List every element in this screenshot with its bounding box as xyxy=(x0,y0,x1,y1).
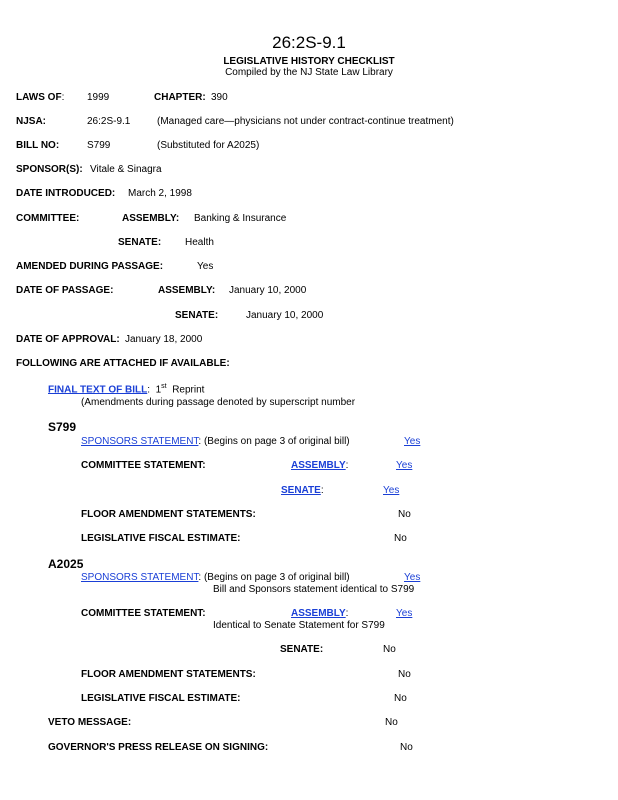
a2025-floor-label: FLOOR AMENDMENT STATEMENTS: xyxy=(81,669,256,680)
passage-senate-value: January 10, 2000 xyxy=(246,310,324,321)
bill-no-label: BILL NO: xyxy=(16,140,60,151)
njsa-label: NJSA: xyxy=(16,116,47,127)
bill-substitution-note: (Substituted for A2025) xyxy=(157,140,260,151)
final-text-row: FINAL TEXT OF BILL: 1st Reprint xyxy=(48,383,205,396)
committee-senate-label: SENATE: xyxy=(118,237,162,248)
veto-value: No xyxy=(385,717,398,728)
a2025-senate-value: No xyxy=(383,644,396,655)
laws-of-value: 1999 xyxy=(87,92,110,103)
a2025-sponsors-yes-link[interactable]: Yes xyxy=(404,572,421,583)
a2025-sponsors-statement-link[interactable]: SPONSORS STATEMENT xyxy=(81,572,199,583)
s799-floor-value: No xyxy=(398,509,411,520)
s799-sponsors-yes-link[interactable]: Yes xyxy=(404,436,421,447)
a2025-fiscal-label: LEGISLATIVE FISCAL ESTIMATE: xyxy=(81,693,241,704)
amended-label: AMENDED DURING PASSAGE: xyxy=(16,261,164,272)
a2025-assembly-yes-link[interactable]: Yes xyxy=(396,608,413,619)
a2025-assembly-row: ASSEMBLY: xyxy=(291,608,349,619)
s799-sponsors-row: SPONSORS STATEMENT: (Begins on page 3 of original bill) xyxy=(81,436,350,447)
njsa-value: 26:2S-9.1 xyxy=(87,116,131,127)
reprint-ordinal: 1 xyxy=(155,384,162,396)
a2025-assembly-link[interactable]: ASSEMBLY xyxy=(291,608,346,619)
a2025-senate-label: SENATE: xyxy=(280,644,324,655)
njsa-description: (Managed care—physicians not under contract-continue treatment) xyxy=(157,116,454,127)
a2025-assembly-sub-note: Identical to Senate Statement for S799 xyxy=(213,620,385,631)
attached-heading: FOLLOWING ARE ATTACHED IF AVAILABLE: xyxy=(16,358,230,369)
s799-heading: S799 xyxy=(48,420,77,434)
amended-value: Yes xyxy=(197,261,214,272)
sponsors-label: SPONSOR(S): xyxy=(16,164,83,175)
press-release-value: No xyxy=(400,742,413,753)
s799-fiscal-label: LEGISLATIVE FISCAL ESTIMATE: xyxy=(81,533,241,544)
veto-label: VETO MESSAGE: xyxy=(48,717,132,728)
passage-senate-label: SENATE: xyxy=(175,310,219,321)
date-of-approval-label: DATE OF APPROVAL: xyxy=(16,334,120,345)
s799-committee-label: COMMITTEE STATEMENT: xyxy=(81,460,206,471)
s799-floor-label: FLOOR AMENDMENT STATEMENTS: xyxy=(81,509,256,520)
s799-senate-row: SENATE: xyxy=(281,485,324,496)
date-of-approval-value: January 18, 2000 xyxy=(125,334,203,345)
a2025-floor-value: No xyxy=(398,669,411,680)
committee-senate-value: Health xyxy=(185,237,214,248)
chapter-value: 390 xyxy=(211,92,228,103)
passage-assembly-label: ASSEMBLY: xyxy=(158,285,216,296)
s799-senate-link[interactable]: SENATE xyxy=(281,485,321,496)
bill-no-value: S799 xyxy=(87,140,111,151)
s799-fiscal-value: No xyxy=(394,533,407,544)
press-release-label: GOVERNOR'S PRESS RELEASE ON SIGNING: xyxy=(48,742,269,753)
s799-assembly-link[interactable]: ASSEMBLY xyxy=(291,460,346,471)
document-subtitle: Compiled by the NJ State Law Library xyxy=(225,67,393,78)
reprint-label: Reprint xyxy=(172,384,205,396)
committee-assembly-value: Banking & Insurance xyxy=(194,213,287,224)
date-introduced-value: March 2, 1998 xyxy=(128,188,192,199)
committee-label: COMMITTEE: xyxy=(16,213,80,224)
document-title: LEGISLATIVE HISTORY CHECKLIST xyxy=(223,56,395,67)
s799-senate-yes-link[interactable]: Yes xyxy=(383,485,400,496)
a2025-fiscal-value: No xyxy=(394,693,407,704)
committee-assembly-label: ASSEMBLY: xyxy=(122,213,180,224)
date-of-passage-label: DATE OF PASSAGE: xyxy=(16,285,114,296)
document-code: 26:2S-9.1 xyxy=(272,33,346,52)
sponsors-value: Vitale & Sinagra xyxy=(90,164,162,175)
chapter-label: CHAPTER: xyxy=(154,92,206,103)
laws-of-label: LAWS OF: xyxy=(16,92,65,103)
a2025-sponsors-row: SPONSORS STATEMENT: (Begins on page 3 of original bill) xyxy=(81,572,350,583)
a2025-committee-label: COMMITTEE STATEMENT: xyxy=(81,608,206,619)
s799-assembly-row: ASSEMBLY: xyxy=(291,460,349,471)
passage-assembly-value: January 10, 2000 xyxy=(229,285,307,296)
s799-sponsors-statement-link[interactable]: SPONSORS STATEMENT xyxy=(81,436,199,447)
final-text-note: (Amendments during passage denoted by superscript number xyxy=(81,397,356,408)
a2025-sponsors-sub-note: Bill and Sponsors statement identical to S799 xyxy=(213,584,415,595)
a2025-heading: A2025 xyxy=(48,557,84,571)
s799-assembly-yes-link[interactable]: Yes xyxy=(396,460,413,471)
date-introduced-label: DATE INTRODUCED: xyxy=(16,188,116,199)
final-text-link[interactable]: FINAL TEXT OF BILL xyxy=(48,384,148,396)
